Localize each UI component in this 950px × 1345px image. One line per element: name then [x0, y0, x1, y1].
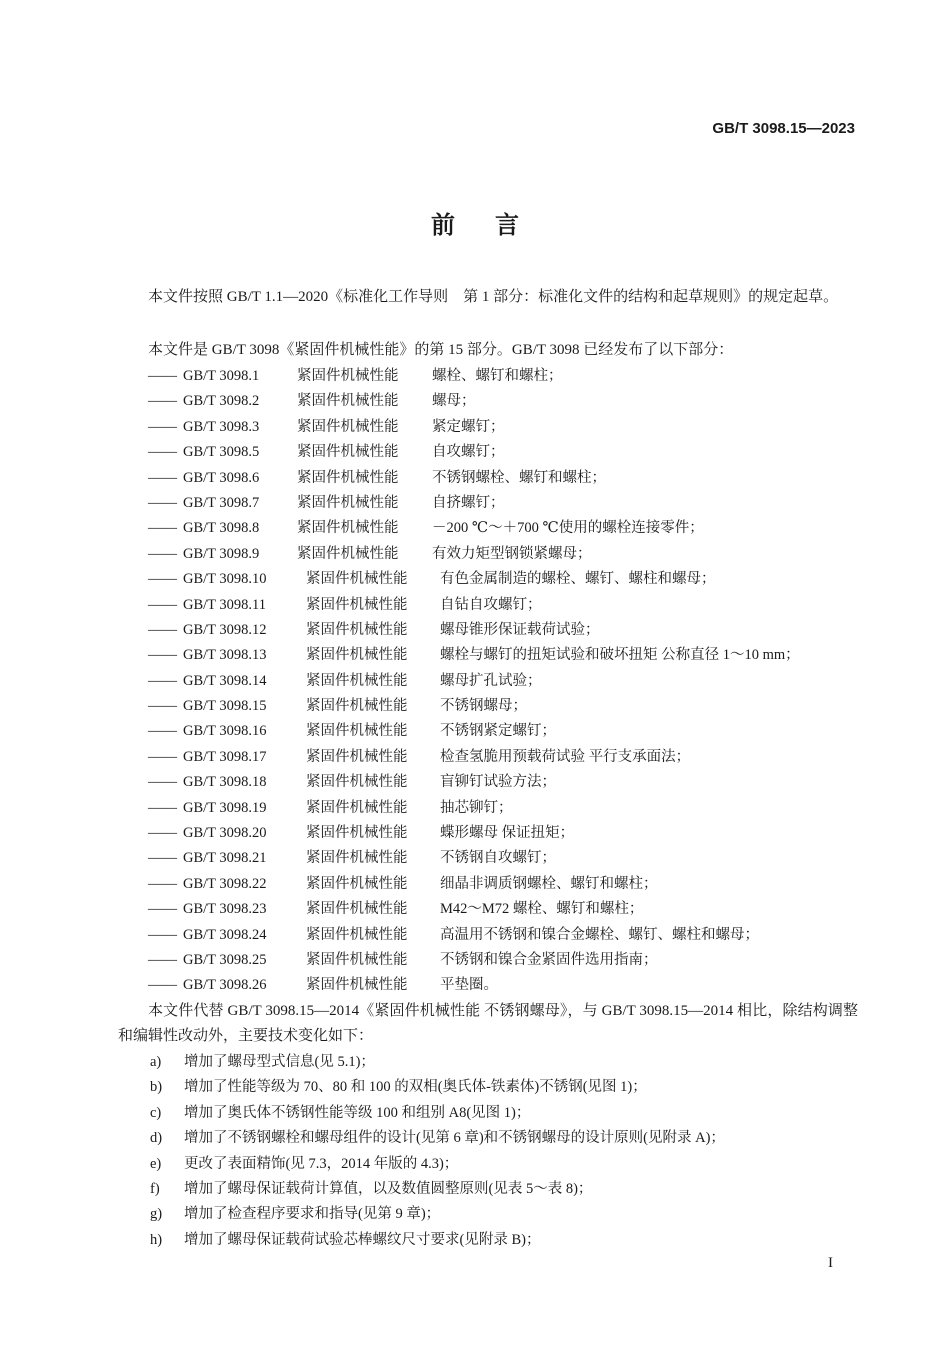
- part-title: 紧固件机械性能: [306, 672, 408, 689]
- part-description: M42～M72 螺栓、螺钉和螺柱；: [440, 901, 644, 918]
- list-dash: ——: [148, 596, 177, 613]
- part-description: 紧定螺钉；: [432, 418, 505, 435]
- part-title: 紧固件机械性能: [306, 774, 408, 791]
- item-text: 增加了螺母保证载荷试验芯棒螺纹尺寸要求(见附录 B)；: [184, 1231, 541, 1248]
- part-code: GB/T 3098.18: [183, 774, 267, 791]
- part-description: 检查氢脆用预载荷试验 平行支承面法；: [440, 748, 691, 765]
- list-dash: ——: [148, 469, 177, 486]
- part-code: GB/T 3098.24: [183, 926, 267, 943]
- part-description: 螺母扩孔试验；: [440, 672, 542, 689]
- part-title: 紧固件机械性能: [306, 698, 408, 715]
- part-description: 有效力矩型钢锁紧螺母；: [432, 545, 592, 562]
- part-code: GB/T 3098.20: [183, 825, 267, 842]
- part-code: GB/T 3098.12: [183, 621, 267, 638]
- page-title: 前言: [431, 213, 559, 239]
- part-title: 紧固件机械性能: [306, 799, 408, 816]
- item-label: g): [150, 1206, 163, 1223]
- list-dash: ——: [148, 571, 177, 588]
- part-code: GB/T 3098.10: [183, 571, 267, 588]
- part-title: 紧固件机械性能: [297, 520, 399, 537]
- part-description: 螺母锥形保证载荷试验；: [440, 621, 600, 638]
- part-code: GB/T 3098.25: [183, 951, 267, 968]
- part-code: GB/T 3098.15: [183, 698, 267, 715]
- item-label: d): [150, 1130, 163, 1147]
- part-title: 紧固件机械性能: [297, 444, 399, 461]
- part-title: 紧固件机械性能: [306, 901, 408, 918]
- part-code: GB/T 3098.7: [183, 494, 260, 511]
- page-number: I: [828, 1255, 833, 1271]
- item-label: h): [150, 1231, 163, 1248]
- list-dash: ——: [148, 774, 177, 791]
- item-label: b): [150, 1079, 163, 1096]
- item-label: e): [150, 1155, 162, 1172]
- list-dash: ——: [148, 875, 177, 892]
- list-dash: ——: [148, 393, 177, 410]
- list-dash: ——: [148, 444, 177, 461]
- item-text: 增加了检查程序要求和指导(见第 9 章)；: [184, 1206, 441, 1223]
- part-title: 紧固件机械性能: [306, 926, 408, 943]
- list-dash: ——: [148, 951, 177, 968]
- part-description: 蝶形螺母 保证扭矩；: [440, 825, 575, 842]
- part-title: 紧固件机械性能: [297, 545, 399, 562]
- part-code: GB/T 3098.21: [183, 850, 267, 867]
- part-description: 螺母；: [432, 393, 476, 410]
- item-text: 增加了螺母型式信息(见 5.1)；: [184, 1054, 375, 1070]
- item-text: 增加了不锈钢螺栓和螺母组件的设计(见第 6 章)和不锈钢螺母的设计原则(见附录 A)；: [184, 1130, 725, 1147]
- part-description: 不锈钢和镍合金紧固件选用指南；: [440, 951, 658, 968]
- list-dash: ——: [148, 672, 177, 689]
- part-code: GB/T 3098.1: [183, 368, 260, 384]
- list-dash: ——: [148, 647, 177, 664]
- list-dash: ——: [148, 368, 177, 384]
- part-description: 自钻自攻螺钉；: [440, 596, 542, 613]
- part-title: 紧固件机械性能: [297, 469, 399, 486]
- part-code: GB/T 3098.26: [183, 977, 267, 994]
- list-dash: ——: [148, 418, 177, 435]
- part-description: 螺栓、螺钉和螺柱；: [432, 368, 563, 384]
- part-code: GB/T 3098.19: [183, 799, 267, 816]
- part-code: GB/T 3098.2: [183, 393, 260, 410]
- part-description: 自挤螺钉；: [432, 494, 505, 511]
- part-description: 抽芯铆钉；: [440, 799, 513, 816]
- part-code: GB/T 3098.3: [183, 418, 260, 435]
- item-text: 增加了性能等级为 70、80 和 100 的双相(奥氏体-铁素体)不锈钢(见图 1)；: [184, 1079, 647, 1096]
- part-title: 紧固件机械性能: [297, 494, 399, 511]
- part-code: GB/T 3098.17: [183, 748, 267, 765]
- part-title: 紧固件机械性能: [306, 825, 408, 842]
- part-description: 不锈钢自攻螺钉；: [440, 850, 556, 867]
- part-description: 平垫圈。: [440, 977, 498, 994]
- list-dash: ——: [148, 926, 177, 943]
- part-description: 有色金属制造的螺栓、螺钉、螺柱和螺母；: [440, 571, 716, 588]
- item-label: f): [150, 1180, 160, 1197]
- list-dash: ——: [148, 520, 177, 537]
- part-code: GB/T 3098.11: [183, 596, 266, 613]
- list-dash: ——: [148, 850, 177, 867]
- list-dash: ——: [148, 621, 177, 638]
- part-title: 紧固件机械性能: [306, 621, 408, 638]
- part-title: 紧固件机械性能: [297, 393, 399, 410]
- part-code: GB/T 3098.8: [183, 520, 260, 537]
- part-title: 紧固件机械性能: [306, 977, 408, 994]
- part-title: 紧固件机械性能: [306, 596, 408, 613]
- paragraph-drafting-basis: 本文件按照 GB/T 1.1—2020《标准化工作导则 第 1 部分：标准化文件的结构和起草规则》的规定起草。: [148, 289, 839, 305]
- part-title: 紧固件机械性能: [306, 748, 408, 765]
- part-code: GB/T 3098.6: [183, 469, 260, 486]
- paragraph-replacement: 本文件代替 GB/T 3098.15—2014《紧固件机械性能 不锈钢螺母》，与 GB/T 3098.15—2014 相比，除结构调整和编辑性改动外，主要技术变化如下：: [118, 1003, 858, 1045]
- part-description: 不锈钢紧定螺钉；: [440, 723, 556, 740]
- list-dash: ——: [148, 698, 177, 715]
- item-label: a): [150, 1054, 162, 1070]
- part-title: 紧固件机械性能: [306, 723, 408, 740]
- part-description: －200 ℃～＋700 ℃使用的螺栓连接零件；: [432, 520, 704, 537]
- part-title: 紧固件机械性能: [297, 418, 399, 435]
- part-code: GB/T 3098.9: [183, 545, 260, 562]
- list-dash: ——: [148, 977, 177, 994]
- list-dash: ——: [148, 799, 177, 816]
- part-code: GB/T 3098.14: [183, 672, 267, 689]
- part-description: 高温用不锈钢和镍合金螺栓、螺钉、螺柱和螺母；: [440, 926, 759, 943]
- list-dash: ——: [148, 825, 177, 842]
- part-title: 紧固件机械性能: [297, 368, 399, 384]
- part-code: GB/T 3098.16: [183, 723, 267, 740]
- item-text: 增加了螺母保证载荷计算值，以及数值圆整原则(见表 5～表 8)；: [184, 1180, 593, 1197]
- list-dash: ——: [148, 723, 177, 740]
- list-dash: ——: [148, 545, 177, 562]
- list-dash: ——: [148, 748, 177, 765]
- part-code: GB/T 3098.5: [183, 444, 260, 461]
- item-label: c): [150, 1104, 162, 1121]
- list-dash: ——: [148, 494, 177, 511]
- part-description: 不锈钢螺母；: [440, 698, 527, 715]
- paragraph-series-intro: 本文件是 GB/T 3098《紧固件机械性能》的第 15 部分。GB/T 3098 已经发布了以下部分：: [148, 342, 734, 358]
- part-code: GB/T 3098.13: [183, 647, 267, 664]
- item-text: 更改了表面精饰(见 7.3，2014 年版的 4.3)；: [184, 1155, 459, 1172]
- part-code: GB/T 3098.23: [183, 901, 267, 918]
- list-dash: ——: [148, 901, 177, 918]
- item-text: 增加了奥氏体不锈钢性能等级 100 和组别 A8(见图 1)；: [184, 1104, 531, 1121]
- part-title: 紧固件机械性能: [306, 571, 408, 588]
- part-description: 细晶非调质钢螺栓、螺钉和螺柱；: [440, 875, 658, 892]
- part-title: 紧固件机械性能: [306, 951, 408, 968]
- part-title: 紧固件机械性能: [306, 647, 408, 664]
- standard-number-header: GB/T 3098.15—2023: [712, 120, 855, 137]
- part-code: GB/T 3098.22: [183, 875, 267, 892]
- part-description: 自攻螺钉；: [432, 444, 505, 461]
- part-description: 盲铆钉试验方法；: [440, 774, 556, 791]
- part-title: 紧固件机械性能: [306, 875, 408, 892]
- part-description: 不锈钢螺栓、螺钉和螺柱；: [432, 469, 606, 486]
- part-title: 紧固件机械性能: [306, 850, 408, 867]
- part-description: 螺栓与螺钉的扭矩试验和破坏扭矩 公称直径 1～10 mm；: [440, 647, 800, 664]
